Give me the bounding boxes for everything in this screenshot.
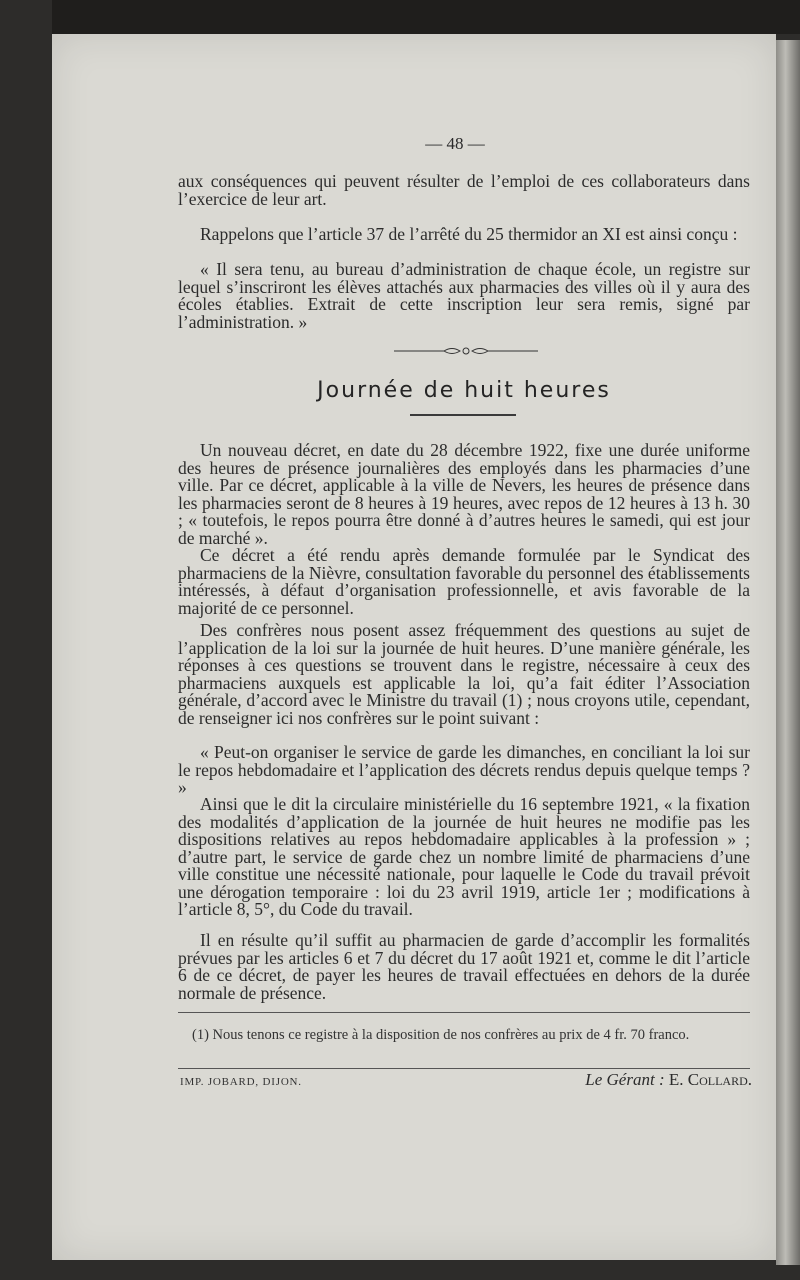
paragraph-quote-registre: « Il sera tenu, au bureau d’administration de chaque école, un registre sur lequel s’inscriront les élèves attachés aux pharmacies des villes où il y aura des écoles établies. Extrait de cette inscription leur sera remis, signé par l’administration. » [178, 259, 750, 332]
paragraph-rappelons: Rappelons que l’article 37 de l’arrêté du 25 thermidor an XI est ainsi conçu : [200, 224, 738, 244]
page-edge-right [776, 40, 800, 1265]
ornament-divider [394, 346, 538, 356]
paragraph-des-confreres: Des confrères nous posent assez fréquemment des questions au sujet de l’application de la loi sur la journée de huit heures. D’une manière générale, les réponses à ces questions se trouvent dans le registre, nécessaire à ceux des pharmaciens auxquels est applicable la loi, qu’a fait éditer l’Association générale, d’accord avec le Ministre du travail (1) ; nous croyons utile, cependant, de renseigner ici nos confrères sur le point suivant : [178, 620, 750, 728]
printer-imprint: IMP. JOBARD, DIJON. [180, 1076, 302, 1088]
gerant-label: Le Gérant : [585, 1070, 665, 1089]
gerant-name: E. Collard. [668, 1070, 752, 1089]
footnote-rule [178, 1012, 750, 1013]
gerant-signature [540, 1070, 752, 1090]
paragraph-il-en-resulte: Il en résulte qu’il suffit au pharmacien de garde d’accomplir les formalités prévues par les articles 6 et 7 du décret du 17 août 1921 et, comme le dit l’article 6 de ce décret, de payer les heures de travail effectuées en dehors de la durée normale de présence. [178, 930, 750, 1003]
paragraph-carry-over: aux conséquences qui peuvent résulter de l’emploi de ces collaborateurs dans l’exercice de leur art. [178, 171, 750, 209]
section-title: Journée de huit heures [317, 378, 611, 403]
paragraph-nouveau-decret: Un nouveau décret, en date du 28 décembre 1922, fixe une durée uniforme des heures de présence journalières des employés dans les pharmacies d’une ville. Par ce décret, applicable à la ville de Nevers, les heures de présence dans les pharmacies seront de 8 heures à 19 heures, avec repos de 12 heures à 13 h. 30 ; « toutefois, le repos pourra être donné à d’autres heures le samedi, qui est jour de marché ». [178, 440, 750, 548]
scan-background-top [52, 0, 800, 34]
footnote: (1) Nous tenons ce registre à la disposition de nos confrères au prix de 4 fr. 70 franco. [192, 1027, 690, 1043]
page-number: — 48 — [425, 134, 485, 153]
paragraph-question: « Peut-on organiser le service de garde les dimanches, en conciliant la loi sur le repos hebdomadaire et l’application des décrets rendus depuis quelque temps ? » [178, 742, 750, 797]
imprint-rule [178, 1068, 750, 1069]
paragraph-ce-decret: Ce décret a été rendu après demande formulée par le Syndicat des pharmaciens de la Nièvre, consultation favorable du personnel des établissements intéressés, à défaut d’organisation professionnelle, et avis favorable de la majorité de ce personnel. [178, 545, 750, 618]
paragraph-ainsi-que: Ainsi que le dit la circulaire ministérielle du 16 septembre 1921, « la fixation des modalités d’application de la journée de huit heures ne modifie pas les dispositions relatives au repos hebdomadaire applicables à la profession » ; d’autre part, le service de garde chez un nombre limité de pharmaciens d’une ville constitue une nécessité nationale, pour laquelle le Code du travail prévoit une dérogation temporaire : loi du 23 avril 1919, article 1er ; modifications à l’article 8, 5°, du Code du travail. [178, 794, 750, 919]
title-underline [410, 414, 516, 416]
